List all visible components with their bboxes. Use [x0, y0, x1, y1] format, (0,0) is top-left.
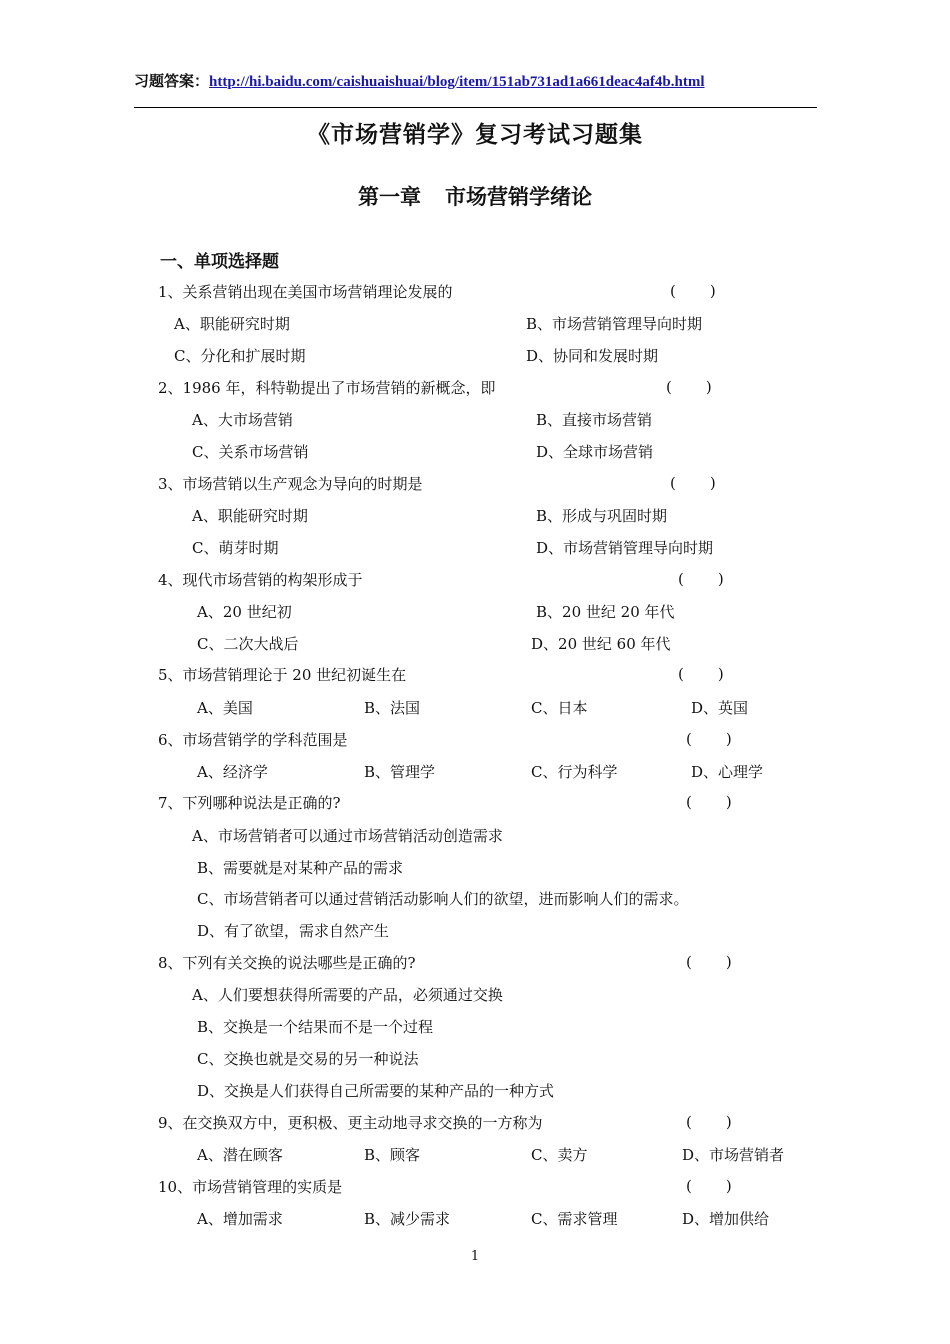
answer-blank-4: ( ) [678, 570, 724, 588]
chapter-title [0, 181, 950, 211]
q6-option-a: A、经济学 [197, 763, 268, 781]
q1-option-c: C、分化和扩展时期 [174, 347, 306, 365]
q3-option-d: D、市场营销管理导向时期 [536, 539, 714, 557]
question-6: 6、市场营销学的学科范围是 [158, 731, 348, 749]
question-1: 1、关系营销出现在美国市场营销理论发展的 [158, 283, 453, 301]
q9-option-a: A、潜在顾客 [197, 1146, 283, 1164]
answer-blank-8: ( ) [686, 953, 732, 971]
q7-option-b: B、需要就是对某种产品的需求 [197, 859, 404, 877]
q3-option-b: B、形成与巩固时期 [536, 507, 668, 525]
header-answer-link-line [134, 70, 705, 91]
q2-option-c: C、关系市场营销 [192, 443, 309, 461]
q9-option-b: B、顾客 [364, 1146, 421, 1164]
chapter-number: 第一章 [358, 184, 421, 209]
q6-option-d: D、心理学 [691, 763, 764, 781]
q4-option-a: A、20 世纪初 [197, 603, 292, 621]
answer-blank-1: ( ) [670, 282, 716, 300]
question-8: 8、下列有关交换的说法哪些是正确的? [158, 954, 416, 972]
q9-option-c: C、卖方 [531, 1146, 588, 1164]
header-divider [134, 107, 817, 108]
document-title: 《市场营销学》复习考试习题集 [307, 121, 643, 148]
answer-blank-6: ( ) [686, 730, 732, 748]
q2-option-b: B、直接市场营销 [536, 411, 653, 429]
q3-option-a: A、职能研究时期 [192, 507, 308, 525]
question-7: 7、下列哪种说法是正确的? [158, 794, 341, 812]
q7-option-c: C、市场营销者可以通过营销活动影响人们的欲望，进而影响人们的需求。 [197, 890, 689, 908]
q5-option-c: C、日本 [531, 699, 588, 717]
q8-option-c: C、交换也就是交易的另一种说法 [197, 1050, 419, 1068]
question-4: 4、现代市场营销的构架形成于 [158, 571, 363, 589]
q6-option-b: B、管理学 [364, 763, 436, 781]
question-9: 9、在交换双方中，更积极、更主动地寻求交换的一方称为 [158, 1114, 543, 1132]
q7-option-d: D、有了欲望，需求自然产生 [197, 922, 390, 940]
q5-option-b: B、法国 [364, 699, 421, 717]
q4-option-b: B、20 世纪 20 年代 [536, 603, 675, 621]
question-2: 2、1986 年，科特勒提出了市场营销的新概念，即 [158, 379, 496, 397]
answer-blank-10: ( ) [686, 1177, 732, 1195]
q9-option-d: D、市场营销者 [682, 1146, 785, 1164]
q10-option-b: B、减少需求 [364, 1210, 451, 1228]
page-number: 1 [470, 1249, 480, 1264]
header-label: 习题答案： [134, 74, 210, 90]
q5-option-a: A、美国 [197, 699, 253, 717]
q8-option-b: B、交换是一个结果而不是一个过程 [197, 1018, 434, 1036]
q7-option-a: A、市场营销者可以通过市场营销活动创造需求 [192, 827, 503, 845]
q1-option-b: B、市场营销管理导向时期 [526, 315, 703, 333]
q10-option-a: A、增加需求 [197, 1210, 283, 1228]
q2-option-a: A、大市场营销 [192, 411, 293, 429]
q1-option-a: A、职能研究时期 [174, 315, 290, 333]
question-3: 3、市场营销以生产观念为导向的时期是 [158, 475, 423, 493]
section-title: 一、单项选择题 [160, 252, 279, 272]
answer-blank-5: ( ) [678, 665, 724, 683]
q10-option-c: C、需求管理 [531, 1210, 618, 1228]
q2-option-d: D、全球市场营销 [536, 443, 654, 461]
answer-blank-3: ( ) [670, 474, 716, 492]
q1-option-d: D、协同和发展时期 [526, 347, 659, 365]
q8-option-a: A、人们要想获得所需要的产品，必须通过交换 [192, 986, 503, 1004]
q6-option-c: C、行为科学 [531, 763, 618, 781]
answer-blank-7: ( ) [686, 793, 732, 811]
answer-blank-9: ( ) [686, 1113, 732, 1131]
question-10: 10、市场营销管理的实质是 [158, 1178, 343, 1196]
q5-option-d: D、英国 [691, 699, 749, 717]
q8-option-d: D、交换是人们获得自己所需要的某种产品的一种方式 [197, 1082, 555, 1100]
chapter-name: 市场营销学绪论 [445, 184, 592, 209]
question-5: 5、市场营销理论于 20 世纪初诞生在 [158, 666, 407, 684]
answer-blank-2: ( ) [666, 378, 712, 396]
q3-option-c: C、萌芽时期 [192, 539, 279, 557]
answer-url-link[interactable]: http://hi.baidu.com/caishuaishuai/blog/item/151ab731ad1a661deac4af4b.html [209, 74, 705, 90]
q4-option-d: D、20 世纪 60 年代 [531, 635, 671, 653]
q4-option-c: C、二次大战后 [197, 635, 299, 653]
q10-option-d: D、增加供给 [682, 1210, 770, 1228]
